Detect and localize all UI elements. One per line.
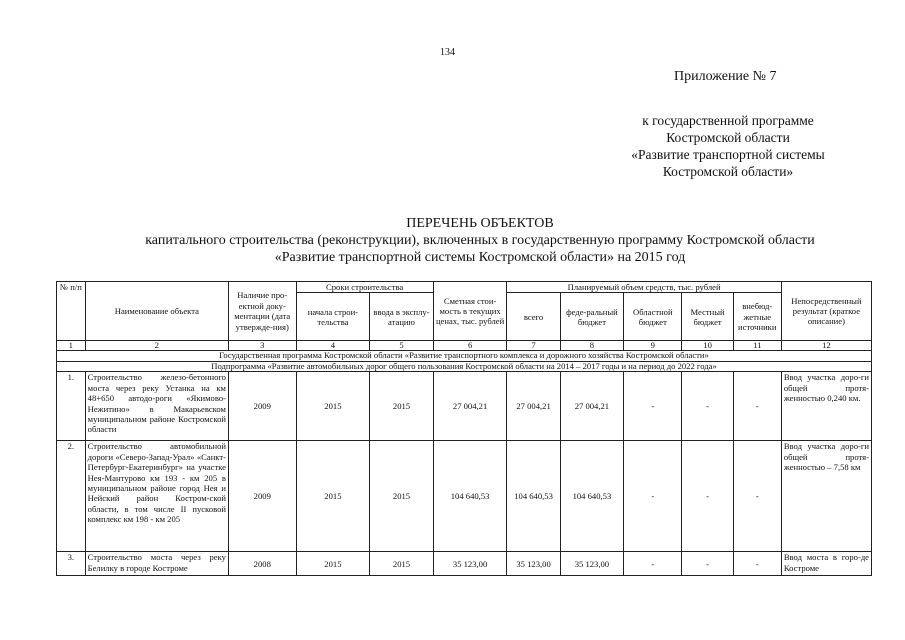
header-row — [57, 282, 872, 293]
col-number: 7 — [507, 341, 560, 351]
result-description: Ввод участка доро-ги общей протя-женностью – 7,58 км — [781, 441, 871, 552]
regional-budget: - — [624, 441, 682, 552]
program-line: Костромской области — [666, 130, 790, 145]
regional-budget: - — [624, 552, 682, 576]
header-total: всего — [507, 293, 560, 341]
header-start: начала строи-тельства — [296, 293, 370, 341]
estimated-cost: 27 004,21 — [433, 372, 507, 441]
doc-date: 2008 — [228, 552, 296, 576]
col-number: 1 — [57, 341, 86, 351]
result-description: Ввод моста в горо-де Костроме — [781, 552, 871, 576]
header-result: Непосредственный результат (краткое описание) — [781, 282, 871, 341]
row-number: 1. — [57, 372, 86, 441]
total-amount: 104 640,53 — [507, 441, 560, 552]
header-regional: Областной бюджет — [624, 293, 682, 341]
object-name: Строительство автомобильной дороги «Северо-Запад-Урал» «Санкт-Петербург-Екатеринбург» на участке Нея-Мантурово км 193 - км 205 в муниципальном районе город Нея и Нейский район Костром-ской области, в том числе II пусковой комплекс км 198 - км 205 — [85, 441, 228, 552]
total-amount: 35 123,00 — [507, 552, 560, 576]
extra-budget: - — [733, 552, 781, 576]
commission-year: 2015 — [370, 552, 433, 576]
row-number: 3. — [57, 552, 86, 576]
col-number: 8 — [560, 341, 623, 351]
regional-budget: - — [624, 372, 682, 441]
header-doc: Наличие про-ектной доку-ментации (дата утвержде-ния) — [228, 282, 296, 341]
program-reference — [600, 112, 856, 180]
commission-year: 2015 — [370, 372, 433, 441]
document-title — [100, 215, 860, 266]
col-number: 5 — [370, 341, 433, 351]
extra-budget: - — [733, 441, 781, 552]
objects-table — [56, 281, 872, 576]
header-local: Местный бюджет — [682, 293, 733, 341]
start-year: 2015 — [296, 441, 370, 552]
subprogram-title: Подпрограмма «Развитие автомобильных дорог общего пользования Костромской области на 2014 – 2017 годы и на период до 2022 года» — [57, 361, 872, 372]
col-number: 12 — [781, 341, 871, 351]
col-number: 10 — [682, 341, 733, 351]
header-commission: ввода в эксплу-атацию — [370, 293, 433, 341]
header-planned: Планируемый объем средств, тыс. рублей — [507, 282, 781, 293]
title-line: ПЕРЕЧЕНЬ ОБЪЕКТОВ — [406, 216, 554, 231]
table-row — [57, 441, 872, 552]
program-line: «Развитие транспортной системы — [631, 147, 825, 162]
federal-budget: 104 640,53 — [560, 441, 623, 552]
col-number: 3 — [228, 341, 296, 351]
title-line: «Развитие транспортной системы Костромской области» на 2015 год — [274, 250, 686, 265]
federal-budget: 35 123,00 — [560, 552, 623, 576]
local-budget: - — [682, 552, 733, 576]
appendix-label: Приложение № 7 — [674, 69, 777, 84]
col-number: 6 — [433, 341, 507, 351]
column-number-row — [57, 341, 872, 351]
subprogram-row — [57, 361, 872, 372]
header-extra: внебюд-жетные источники — [733, 293, 781, 341]
extra-budget: - — [733, 372, 781, 441]
doc-date: 2009 — [228, 372, 296, 441]
col-number: 9 — [624, 341, 682, 351]
col-number: 4 — [296, 341, 370, 351]
estimated-cost: 104 640,53 — [433, 441, 507, 552]
col-number: 2 — [85, 341, 228, 351]
object-name: Строительство моста через реку Белилку в городе Костроме — [85, 552, 228, 576]
total-amount: 27 004,21 — [507, 372, 560, 441]
table-row — [57, 372, 872, 441]
page-number: 134 — [440, 47, 455, 58]
program-line: к государственной программе — [642, 113, 814, 128]
header-cost: Сметная стои-мость в текущих ценах, тыс. рублей — [433, 282, 507, 341]
row-number: 2. — [57, 441, 86, 552]
local-budget: - — [682, 441, 733, 552]
header-name: Наименование объекта — [85, 282, 228, 341]
local-budget: - — [682, 372, 733, 441]
start-year: 2015 — [296, 372, 370, 441]
program-title: Государственная программа Костромской области «Развитие транспортного комплекса и дорожного хозяйства Костромской области» — [57, 351, 872, 362]
header-n: № п/п — [57, 282, 86, 341]
start-year: 2015 — [296, 552, 370, 576]
result-description: Ввод участка доро-ги общей протя-женностью 0,240 км. — [781, 372, 871, 441]
object-name: Строительство железо-бетонного моста через реку Устанка на км 48+650 автодо-роги «Якимово-Нежитино» в Макарьевском муниципальном районе Костромской области — [85, 372, 228, 441]
header-federal: феде-ральный бюджет — [560, 293, 623, 341]
col-number: 11 — [733, 341, 781, 351]
commission-year: 2015 — [370, 441, 433, 552]
estimated-cost: 35 123,00 — [433, 552, 507, 576]
title-line: капитального строительства (реконструкции), включенных в государственную программу Костромской области — [145, 233, 815, 248]
federal-budget: 27 004,21 — [560, 372, 623, 441]
program-line: Костромской области» — [662, 164, 794, 179]
header-terms: Сроки строительства — [296, 282, 433, 293]
doc-date: 2009 — [228, 441, 296, 552]
program-row — [57, 351, 872, 362]
table-row — [57, 552, 872, 576]
